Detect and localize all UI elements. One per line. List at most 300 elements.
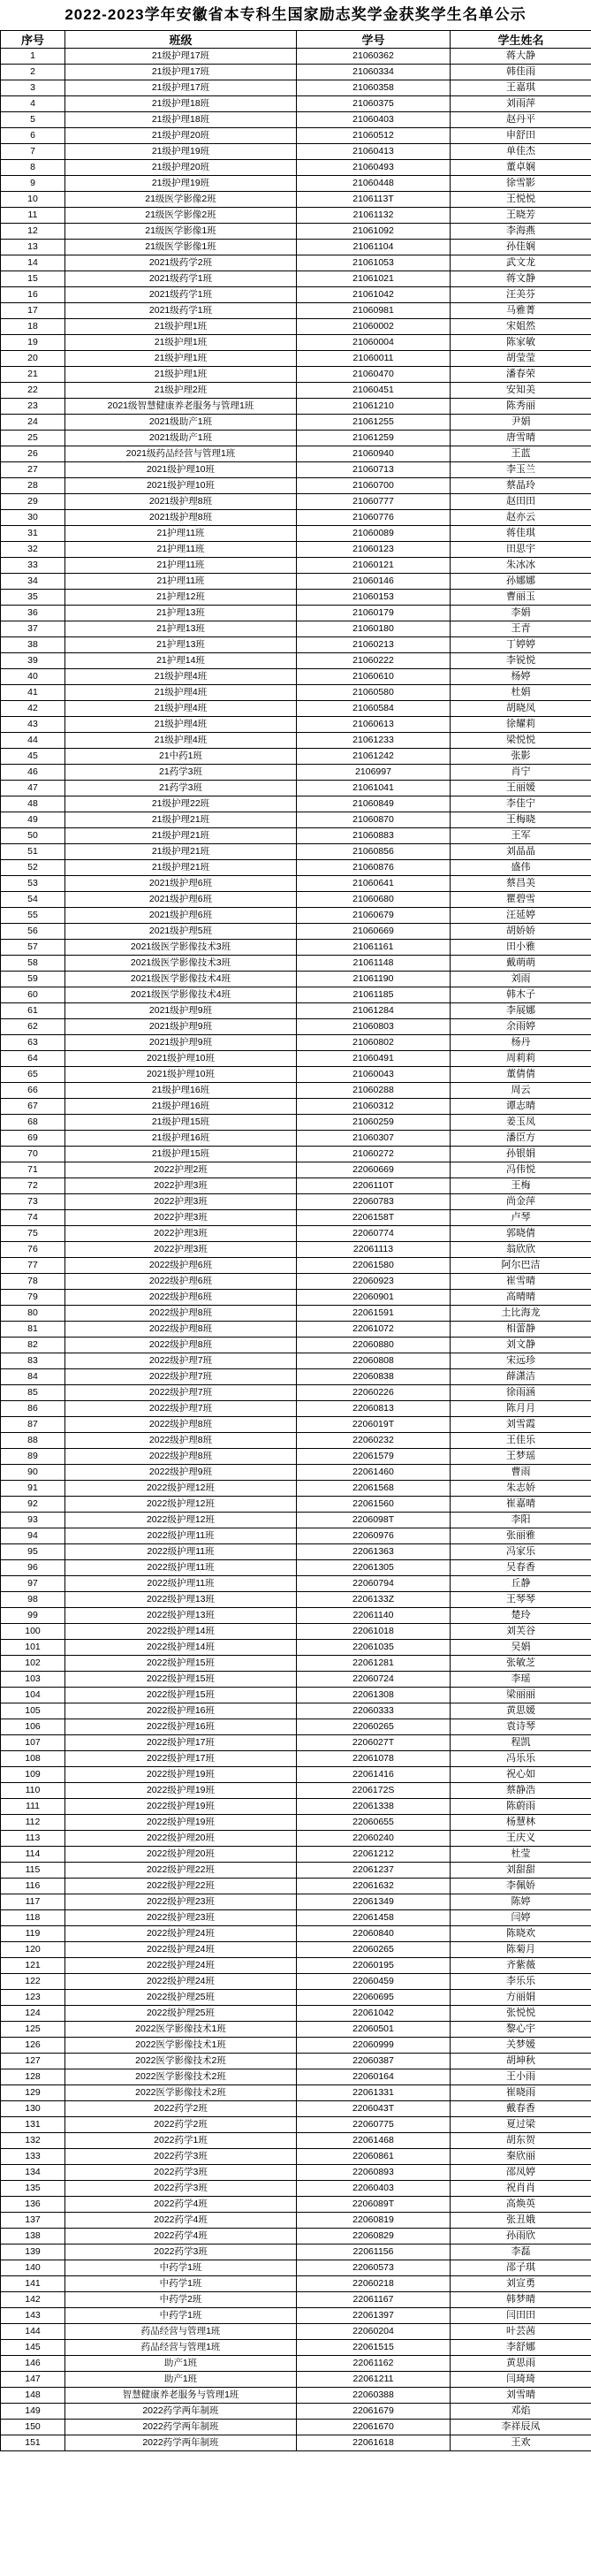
table-row bbox=[1, 2308, 591, 2324]
cell-student-id: 22060819 bbox=[297, 2213, 451, 2229]
table-row bbox=[1, 1894, 591, 1910]
cell-class: 2022护理3班 bbox=[65, 1178, 297, 1194]
cell-student-id: 21061233 bbox=[297, 733, 451, 749]
cell-student-id: 22061072 bbox=[297, 1322, 451, 1338]
table-row bbox=[1, 1194, 591, 1210]
cell-index: 47 bbox=[1, 781, 65, 796]
table-row bbox=[1, 1306, 591, 1322]
cell-student-name: 赵亦云 bbox=[451, 510, 591, 526]
cell-class: 2022级护理17班 bbox=[65, 1735, 297, 1751]
cell-student-id: 22061679 bbox=[297, 2404, 451, 2420]
cell-class: 2021级药学1班 bbox=[65, 271, 297, 287]
table-row bbox=[1, 351, 591, 367]
cell-class: 2021级医学影像技术3班 bbox=[65, 956, 297, 972]
cell-student-id: 21060213 bbox=[297, 637, 451, 653]
cell-student-name: 徐雪影 bbox=[451, 176, 591, 192]
cell-class: 2021级护理10班 bbox=[65, 462, 297, 478]
cell-student-id: 22061308 bbox=[297, 1688, 451, 1703]
cell-class: 21中药1班 bbox=[65, 749, 297, 765]
cell-student-name: 刘文静 bbox=[451, 1338, 591, 1353]
cell-class: 21级护理2班 bbox=[65, 383, 297, 399]
cell-class: 2021级药学1班 bbox=[65, 303, 297, 319]
cell-index: 80 bbox=[1, 1306, 65, 1322]
cell-class: 2021级医学影像技术4班 bbox=[65, 972, 297, 987]
cell-index: 89 bbox=[1, 1449, 65, 1465]
cell-index: 48 bbox=[1, 796, 65, 812]
cell-class: 21级护理15班 bbox=[65, 1115, 297, 1131]
cell-index: 118 bbox=[1, 1910, 65, 1926]
cell-class: 2022护理3班 bbox=[65, 1226, 297, 1242]
cell-class: 2022药学2班 bbox=[65, 2117, 297, 2133]
cell-student-id: 21060153 bbox=[297, 590, 451, 606]
cell-student-name: 李展娜 bbox=[451, 1003, 591, 1019]
table-row bbox=[1, 112, 591, 128]
cell-index: 59 bbox=[1, 972, 65, 987]
table-row bbox=[1, 812, 591, 828]
cell-student-id: 21061255 bbox=[297, 415, 451, 431]
cell-student-name: 陈婷 bbox=[451, 1894, 591, 1910]
cell-student-id: 21060584 bbox=[297, 701, 451, 717]
cell-index: 39 bbox=[1, 653, 65, 669]
cell-index: 2 bbox=[1, 65, 65, 80]
cell-student-name: 尹娟 bbox=[451, 415, 591, 431]
cell-class: 2022级护理23班 bbox=[65, 1894, 297, 1910]
cell-student-id: 21060713 bbox=[297, 462, 451, 478]
cell-student-id: 22060459 bbox=[297, 1974, 451, 1990]
table-row bbox=[1, 2133, 591, 2149]
cell-class: 药品经营与管理1班 bbox=[65, 2340, 297, 2356]
cell-class: 2022医学影像技术2班 bbox=[65, 2069, 297, 2085]
cell-student-id: 21060259 bbox=[297, 1115, 451, 1131]
table-row bbox=[1, 303, 591, 319]
table-row bbox=[1, 1624, 591, 1640]
table-row bbox=[1, 128, 591, 144]
cell-student-id: 21060777 bbox=[297, 494, 451, 510]
cell-student-name: 申舒田 bbox=[451, 128, 591, 144]
cell-student-name: 崔晓雨 bbox=[451, 2085, 591, 2101]
cell-index: 34 bbox=[1, 574, 65, 590]
cell-student-id: 22061338 bbox=[297, 1799, 451, 1815]
cell-student-id: 21060312 bbox=[297, 1099, 451, 1115]
cell-class: 2022级护理13班 bbox=[65, 1592, 297, 1608]
table-row bbox=[1, 1115, 591, 1131]
cell-student-id: 22061632 bbox=[297, 1879, 451, 1894]
cell-student-name: 安知美 bbox=[451, 383, 591, 399]
cell-student-name: 蔡静浩 bbox=[451, 1783, 591, 1799]
cell-student-id: 22060794 bbox=[297, 1576, 451, 1592]
cell-index: 121 bbox=[1, 1958, 65, 1974]
table-row bbox=[1, 462, 591, 478]
cell-student-name: 崔雪晴 bbox=[451, 1274, 591, 1290]
cell-student-id: 22061305 bbox=[297, 1560, 451, 1576]
cell-class: 2022级护理16班 bbox=[65, 1703, 297, 1719]
cell-index: 145 bbox=[1, 2340, 65, 2356]
cell-student-name: 刘雪晴 bbox=[451, 2388, 591, 2404]
cell-student-name: 王小雨 bbox=[451, 2069, 591, 2085]
cell-class: 21级护理20班 bbox=[65, 128, 297, 144]
cell-index: 43 bbox=[1, 717, 65, 733]
table-row bbox=[1, 144, 591, 160]
cell-index: 41 bbox=[1, 685, 65, 701]
cell-index: 77 bbox=[1, 1258, 65, 1274]
cell-student-id: 21060272 bbox=[297, 1147, 451, 1162]
cell-student-name: 陈晓欢 bbox=[451, 1926, 591, 1942]
table-row bbox=[1, 2085, 591, 2101]
cell-index: 16 bbox=[1, 287, 65, 303]
cell-student-name: 李海燕 bbox=[451, 224, 591, 240]
table-row bbox=[1, 2022, 591, 2038]
cell-class: 21护理13班 bbox=[65, 621, 297, 637]
cell-class: 21护理12班 bbox=[65, 590, 297, 606]
cell-class: 中药学1班 bbox=[65, 2276, 297, 2292]
cell-class: 2022级护理11班 bbox=[65, 1528, 297, 1544]
cell-student-name: 高焕英 bbox=[451, 2197, 591, 2213]
cell-index: 37 bbox=[1, 621, 65, 637]
cell-index: 27 bbox=[1, 462, 65, 478]
table-row bbox=[1, 65, 591, 80]
table-row bbox=[1, 287, 591, 303]
cell-student-id: 22061113 bbox=[297, 1242, 451, 1258]
table-row bbox=[1, 2404, 591, 2420]
cell-student-id: 22061670 bbox=[297, 2420, 451, 2435]
cell-index: 45 bbox=[1, 749, 65, 765]
cell-class: 2022药学3班 bbox=[65, 2165, 297, 2181]
cell-class: 智慧健康养老服务与管理1班 bbox=[65, 2388, 297, 2404]
cell-index: 116 bbox=[1, 1879, 65, 1894]
cell-student-name: 蒋大静 bbox=[451, 49, 591, 65]
cell-student-id: 21061021 bbox=[297, 271, 451, 287]
cell-index: 123 bbox=[1, 1990, 65, 2006]
cell-class: 21级护理19班 bbox=[65, 176, 297, 192]
table-row bbox=[1, 494, 591, 510]
cell-student-name: 祝心如 bbox=[451, 1767, 591, 1783]
table-row bbox=[1, 1528, 591, 1544]
cell-student-name: 刘雨萍 bbox=[451, 96, 591, 112]
cell-class: 21级护理16班 bbox=[65, 1099, 297, 1115]
cell-student-id: 2206019T bbox=[297, 1417, 451, 1433]
table-row bbox=[1, 1703, 591, 1719]
table-row bbox=[1, 335, 591, 351]
table-row bbox=[1, 765, 591, 781]
cell-class: 21级护理4班 bbox=[65, 717, 297, 733]
cell-student-id: 21060610 bbox=[297, 669, 451, 685]
cell-student-id: 2206110T bbox=[297, 1178, 451, 1194]
table-row bbox=[1, 590, 591, 606]
cell-student-name: 王青 bbox=[451, 621, 591, 637]
cell-class: 2022级护理8班 bbox=[65, 1433, 297, 1449]
cell-index: 85 bbox=[1, 1385, 65, 1401]
cell-index: 14 bbox=[1, 255, 65, 271]
cell-index: 149 bbox=[1, 2404, 65, 2420]
cell-index: 93 bbox=[1, 1513, 65, 1528]
cell-class: 2022药学4班 bbox=[65, 2197, 297, 2213]
cell-student-name: 梁悦悦 bbox=[451, 733, 591, 749]
cell-student-id: 22060775 bbox=[297, 2117, 451, 2133]
cell-class: 21级护理4班 bbox=[65, 733, 297, 749]
cell-class: 21级护理21班 bbox=[65, 860, 297, 876]
cell-student-name: 杨丹 bbox=[451, 1035, 591, 1051]
cell-student-name: 冯伟悦 bbox=[451, 1162, 591, 1178]
cell-class: 2022级护理20班 bbox=[65, 1831, 297, 1847]
cell-class: 2022级护理23班 bbox=[65, 1910, 297, 1926]
cell-class: 2022级护理8班 bbox=[65, 1322, 297, 1338]
cell-student-id: 21060870 bbox=[297, 812, 451, 828]
cell-index: 22 bbox=[1, 383, 65, 399]
cell-student-id: 22061579 bbox=[297, 1449, 451, 1465]
header-class: 班级 bbox=[65, 31, 297, 49]
table-row bbox=[1, 717, 591, 733]
cell-student-id: 22060164 bbox=[297, 2069, 451, 2085]
table-row bbox=[1, 1099, 591, 1115]
cell-class: 2022级护理22班 bbox=[65, 1879, 297, 1894]
cell-student-name: 刘雨 bbox=[451, 972, 591, 987]
cell-student-id: 22061591 bbox=[297, 1306, 451, 1322]
cell-class: 2022级护理7班 bbox=[65, 1369, 297, 1385]
cell-index: 52 bbox=[1, 860, 65, 876]
cell-class: 21级护理16班 bbox=[65, 1131, 297, 1147]
cell-student-name: 秦欣丽 bbox=[451, 2149, 591, 2165]
cell-class: 2021级助产1班 bbox=[65, 431, 297, 446]
cell-class: 21级护理17班 bbox=[65, 80, 297, 96]
table-row bbox=[1, 637, 591, 653]
cell-student-name: 胡东贺 bbox=[451, 2133, 591, 2149]
cell-index: 13 bbox=[1, 240, 65, 255]
cell-class: 2022级护理17班 bbox=[65, 1751, 297, 1767]
cell-index: 84 bbox=[1, 1369, 65, 1385]
cell-student-id: 22061363 bbox=[297, 1544, 451, 1560]
table-row bbox=[1, 1942, 591, 1958]
cell-student-name: 杜莹 bbox=[451, 1847, 591, 1863]
cell-student-id: 21061042 bbox=[297, 287, 451, 303]
table-row bbox=[1, 383, 591, 399]
cell-student-name: 胡娇娇 bbox=[451, 924, 591, 940]
cell-index: 5 bbox=[1, 112, 65, 128]
cell-student-name: 阿尔巴洁 bbox=[451, 1258, 591, 1274]
cell-index: 151 bbox=[1, 2435, 65, 2451]
cell-student-name: 李祥辰凤 bbox=[451, 2420, 591, 2435]
cell-student-id: 21060004 bbox=[297, 335, 451, 351]
table-row bbox=[1, 558, 591, 574]
table-row bbox=[1, 2244, 591, 2260]
table-row bbox=[1, 1544, 591, 1560]
cell-class: 2022药学3班 bbox=[65, 2181, 297, 2197]
table-row bbox=[1, 319, 591, 335]
cell-index: 73 bbox=[1, 1194, 65, 1210]
cell-student-id: 2206133Z bbox=[297, 1592, 451, 1608]
header-student-id: 学号 bbox=[297, 31, 451, 49]
cell-class: 21级护理17班 bbox=[65, 49, 297, 65]
cell-student-id: 22060265 bbox=[297, 1719, 451, 1735]
cell-student-name: 闫田田 bbox=[451, 2308, 591, 2324]
cell-student-name: 程凯 bbox=[451, 1735, 591, 1751]
cell-student-name: 李瑶 bbox=[451, 1672, 591, 1688]
table-row bbox=[1, 1560, 591, 1576]
cell-index: 124 bbox=[1, 2006, 65, 2022]
cell-index: 11 bbox=[1, 208, 65, 224]
cell-student-id: 22061211 bbox=[297, 2372, 451, 2388]
cell-student-name: 唐雪晴 bbox=[451, 431, 591, 446]
cell-student-name: 梁丽丽 bbox=[451, 1688, 591, 1703]
cell-index: 140 bbox=[1, 2260, 65, 2276]
cell-student-id: 21060448 bbox=[297, 176, 451, 192]
cell-class: 中药学1班 bbox=[65, 2308, 297, 2324]
cell-student-name: 蔡晶玲 bbox=[451, 478, 591, 494]
cell-student-id: 22061515 bbox=[297, 2340, 451, 2356]
table-row bbox=[1, 1274, 591, 1290]
cell-student-name: 陈菊月 bbox=[451, 1942, 591, 1958]
cell-class: 中药学1班 bbox=[65, 2260, 297, 2276]
cell-class: 2022级护理8班 bbox=[65, 1306, 297, 1322]
cell-class: 2022药学3班 bbox=[65, 2244, 297, 2260]
table-row bbox=[1, 1019, 591, 1035]
cell-class: 2021级药学2班 bbox=[65, 255, 297, 271]
cell-index: 57 bbox=[1, 940, 65, 956]
cell-student-id: 22060829 bbox=[297, 2229, 451, 2244]
table-row bbox=[1, 2435, 591, 2451]
cell-class: 21级护理17班 bbox=[65, 65, 297, 80]
cell-class: 2022医学影像技术2班 bbox=[65, 2085, 297, 2101]
cell-student-name: 齐紫薇 bbox=[451, 1958, 591, 1974]
table-row bbox=[1, 415, 591, 431]
cell-class: 2022药学两年制班 bbox=[65, 2420, 297, 2435]
cell-index: 65 bbox=[1, 1067, 65, 1083]
cell-index: 134 bbox=[1, 2165, 65, 2181]
table-row bbox=[1, 1433, 591, 1449]
cell-class: 2021级药学1班 bbox=[65, 287, 297, 303]
cell-class: 2022级护理14班 bbox=[65, 1624, 297, 1640]
cell-index: 132 bbox=[1, 2133, 65, 2149]
cell-class: 2022级护理24班 bbox=[65, 1942, 297, 1958]
cell-student-id: 22061140 bbox=[297, 1608, 451, 1624]
table-row bbox=[1, 1035, 591, 1051]
cell-index: 72 bbox=[1, 1178, 65, 1194]
cell-index: 94 bbox=[1, 1528, 65, 1544]
cell-student-name: 尚金萍 bbox=[451, 1194, 591, 1210]
cell-index: 104 bbox=[1, 1688, 65, 1703]
cell-class: 2021级智慧健康养老服务与管理1班 bbox=[65, 399, 297, 415]
table-row bbox=[1, 80, 591, 96]
cell-index: 82 bbox=[1, 1338, 65, 1353]
cell-student-name: 孙佳娴 bbox=[451, 240, 591, 255]
cell-class: 2022级护理6班 bbox=[65, 1274, 297, 1290]
table-row bbox=[1, 1449, 591, 1465]
cell-index: 17 bbox=[1, 303, 65, 319]
table-row bbox=[1, 987, 591, 1003]
cell-student-id: 22060195 bbox=[297, 1958, 451, 1974]
cell-index: 99 bbox=[1, 1608, 65, 1624]
cell-student-name: 周云 bbox=[451, 1083, 591, 1099]
header-index: 序号 bbox=[1, 31, 65, 49]
cell-index: 87 bbox=[1, 1417, 65, 1433]
cell-index: 29 bbox=[1, 494, 65, 510]
cell-index: 122 bbox=[1, 1974, 65, 1990]
cell-student-name: 田思宇 bbox=[451, 542, 591, 558]
table-row bbox=[1, 1401, 591, 1417]
cell-student-id: 22060403 bbox=[297, 2181, 451, 2197]
table-row bbox=[1, 940, 591, 956]
cell-class: 2021级护理8班 bbox=[65, 494, 297, 510]
table-row bbox=[1, 255, 591, 271]
cell-class: 2021级护理6班 bbox=[65, 876, 297, 892]
page-title: 2022-2023学年安徽省本专科生国家励志奖学金获奖学生名单公示 bbox=[64, 6, 527, 23]
table-row bbox=[1, 192, 591, 208]
cell-student-id: 22061078 bbox=[297, 1751, 451, 1767]
cell-index: 38 bbox=[1, 637, 65, 653]
cell-student-name: 王佳乐 bbox=[451, 1433, 591, 1449]
table-row bbox=[1, 1417, 591, 1433]
table-row bbox=[1, 1051, 591, 1067]
cell-student-name: 刘甜甜 bbox=[451, 1863, 591, 1879]
cell-student-name: 杨婷 bbox=[451, 669, 591, 685]
cell-class: 21级医学影像1班 bbox=[65, 240, 297, 255]
cell-index: 71 bbox=[1, 1162, 65, 1178]
cell-class: 2022级护理19班 bbox=[65, 1783, 297, 1799]
cell-index: 44 bbox=[1, 733, 65, 749]
cell-class: 2022级护理8班 bbox=[65, 1338, 297, 1353]
cell-class: 21护理13班 bbox=[65, 637, 297, 653]
cell-student-id: 21060358 bbox=[297, 80, 451, 96]
cell-student-id: 22060240 bbox=[297, 1831, 451, 1847]
cell-student-name: 李娟 bbox=[451, 606, 591, 621]
cell-class: 2022级护理8班 bbox=[65, 1417, 297, 1433]
cell-student-name: 李佩娇 bbox=[451, 1879, 591, 1894]
cell-index: 102 bbox=[1, 1656, 65, 1672]
cell-student-id: 22060774 bbox=[297, 1226, 451, 1242]
cell-student-name: 土比海龙 bbox=[451, 1306, 591, 1322]
cell-student-name: 闫婷 bbox=[451, 1910, 591, 1926]
table-row bbox=[1, 1688, 591, 1703]
cell-class: 21护理11班 bbox=[65, 574, 297, 590]
cell-student-id: 22061458 bbox=[297, 1910, 451, 1926]
cell-index: 60 bbox=[1, 987, 65, 1003]
cell-student-id: 22060265 bbox=[297, 1942, 451, 1958]
cell-index: 133 bbox=[1, 2149, 65, 2165]
table-row bbox=[1, 510, 591, 526]
cell-index: 55 bbox=[1, 908, 65, 924]
cell-student-name: 叶芸茜 bbox=[451, 2324, 591, 2340]
cell-class: 2022药学3班 bbox=[65, 2149, 297, 2165]
cell-student-id: 22060923 bbox=[297, 1274, 451, 1290]
cell-student-id: 21061242 bbox=[297, 749, 451, 765]
cell-index: 97 bbox=[1, 1576, 65, 1592]
table-row bbox=[1, 367, 591, 383]
table-row bbox=[1, 733, 591, 749]
table-row bbox=[1, 1926, 591, 1942]
table-row bbox=[1, 1974, 591, 1990]
cell-index: 128 bbox=[1, 2069, 65, 2085]
cell-student-id: 22061156 bbox=[297, 2244, 451, 2260]
cell-student-name: 宋姐然 bbox=[451, 319, 591, 335]
cell-student-id: 21061185 bbox=[297, 987, 451, 1003]
table-row bbox=[1, 924, 591, 940]
cell-class: 2022级护理12班 bbox=[65, 1497, 297, 1513]
cell-student-name: 丁婷婷 bbox=[451, 637, 591, 653]
cell-student-name: 王梅 bbox=[451, 1178, 591, 1194]
table-row bbox=[1, 1863, 591, 1879]
cell-index: 141 bbox=[1, 2276, 65, 2292]
cell-index: 101 bbox=[1, 1640, 65, 1656]
cell-class: 2022护理3班 bbox=[65, 1242, 297, 1258]
cell-student-name: 曹雨 bbox=[451, 1465, 591, 1481]
table-row bbox=[1, 160, 591, 176]
cell-student-name: 田小雅 bbox=[451, 940, 591, 956]
cell-index: 146 bbox=[1, 2356, 65, 2372]
cell-index: 12 bbox=[1, 224, 65, 240]
table-row bbox=[1, 1719, 591, 1735]
cell-student-id: 2206098T bbox=[297, 1513, 451, 1528]
cell-student-id: 21060940 bbox=[297, 446, 451, 462]
cell-class: 21级护理18班 bbox=[65, 112, 297, 128]
